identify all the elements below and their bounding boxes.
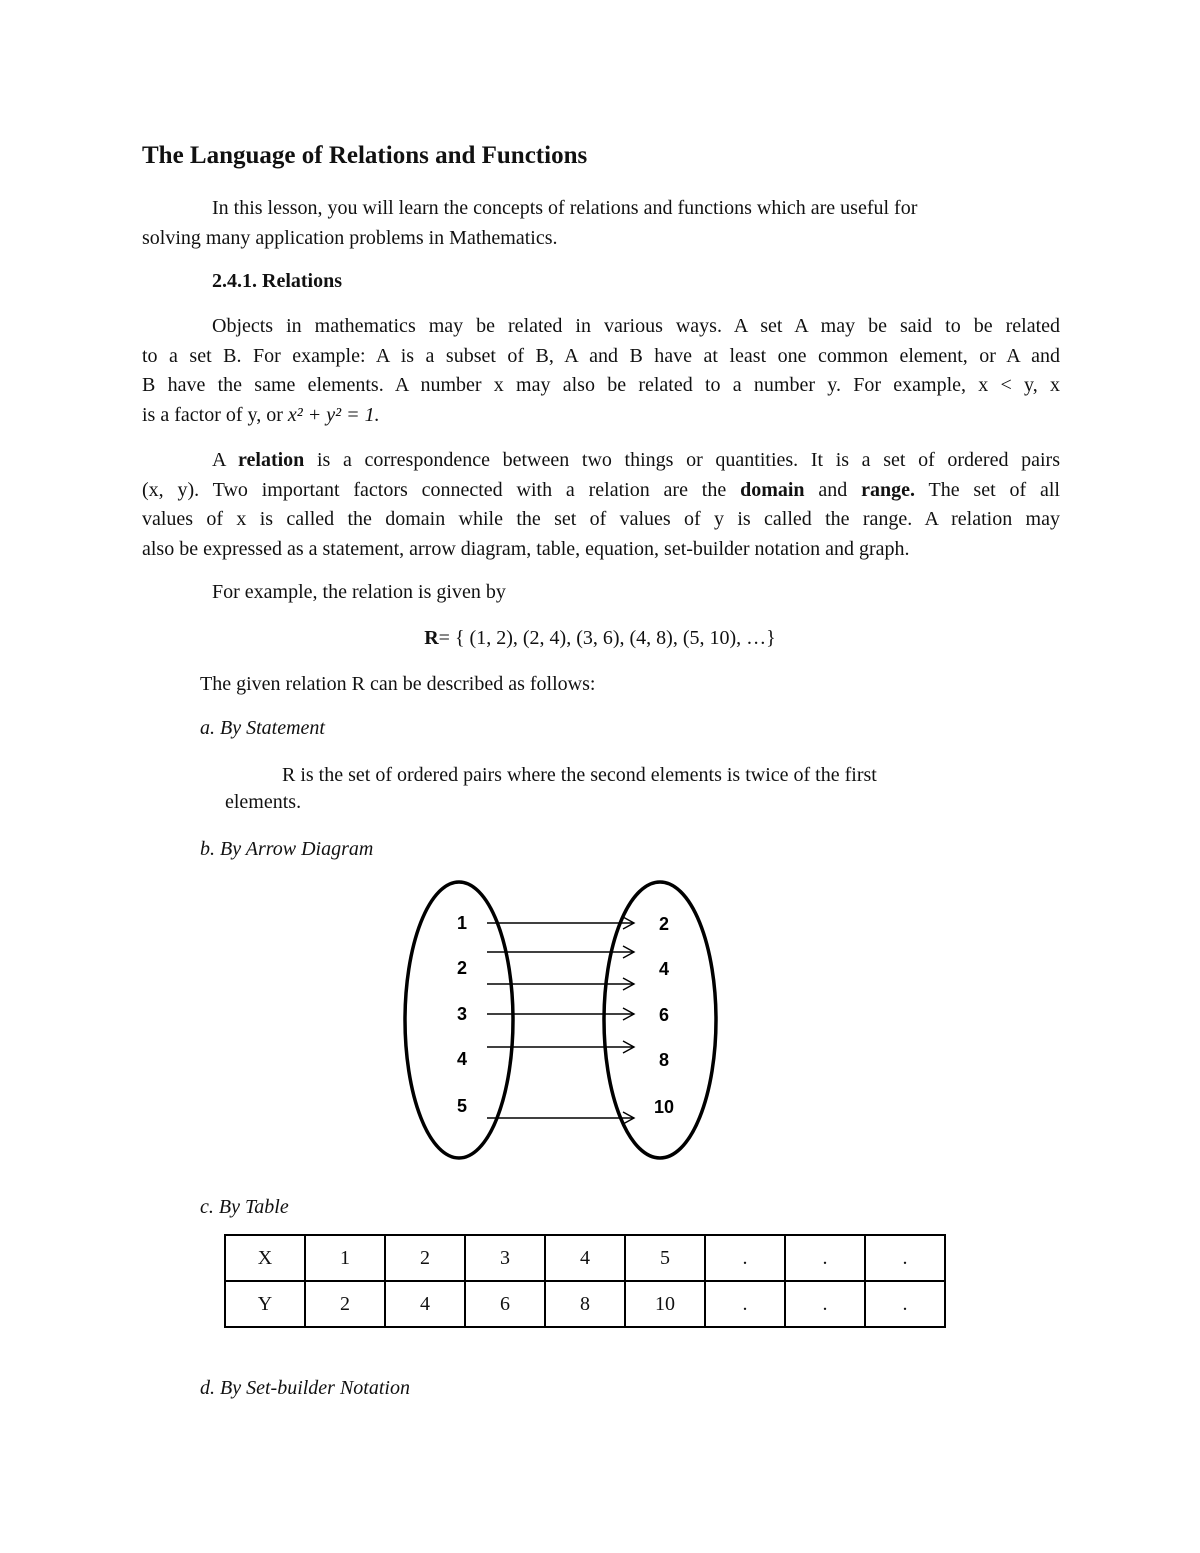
domain-value: 4 bbox=[456, 1049, 468, 1069]
relations-paragraph bbox=[142, 312, 1060, 430]
table-cell: . bbox=[785, 1235, 865, 1281]
intro-paragraph bbox=[142, 194, 1060, 253]
statement-line-2: elements. bbox=[225, 791, 302, 813]
relation-table bbox=[224, 1234, 946, 1328]
para1-line-2: to a set B. For example: A is a subset of B, A and B have at least one common element, or A and bbox=[142, 344, 1060, 367]
para2-line-2-c: and bbox=[804, 478, 862, 501]
arrow-diagram bbox=[390, 872, 735, 1167]
intro-line-1: In this lesson, you will learn the concepts of relations and functions which are useful for bbox=[212, 197, 918, 219]
para2-line-2 bbox=[142, 476, 1060, 506]
range-value: 10 bbox=[653, 1097, 675, 1117]
range-value: 4 bbox=[658, 959, 670, 979]
section-heading: 2.4.1. Relations bbox=[212, 270, 342, 292]
table-cell: . bbox=[865, 1235, 945, 1281]
term-relation: relation bbox=[238, 449, 305, 471]
table-cell: 5 bbox=[625, 1235, 705, 1281]
range-value: 6 bbox=[658, 1005, 670, 1025]
term-domain: domain bbox=[740, 478, 805, 501]
term-range: range. bbox=[861, 478, 916, 501]
table-cell: 2 bbox=[385, 1235, 465, 1281]
table-cell: . bbox=[865, 1281, 945, 1327]
table-cell: 10 bbox=[625, 1281, 705, 1327]
para1-line-3: B have the same elements. A number x may also be related to a number y. For example, x < y, x bbox=[142, 374, 1060, 396]
table-cell: . bbox=[705, 1281, 785, 1327]
table-cell: . bbox=[785, 1281, 865, 1327]
relation-set-line bbox=[0, 624, 1200, 654]
table-cell: 1 bbox=[305, 1235, 385, 1281]
table-cell: 3 bbox=[465, 1235, 545, 1281]
domain-value: 1 bbox=[456, 913, 468, 933]
domain-value: 3 bbox=[456, 1004, 468, 1024]
relation-label: R bbox=[424, 627, 439, 649]
para2-line-2-a: (x, y). Two important factors connected with a relation are the bbox=[142, 478, 741, 501]
described-as: The given relation R can be described as follows: bbox=[200, 673, 596, 695]
table-label: c. By Table bbox=[200, 1196, 289, 1218]
statement-line-1: R is the set of ordered pairs where the second elements is twice of the first bbox=[282, 764, 877, 786]
definition-paragraph bbox=[142, 446, 1060, 564]
domain-value: 5 bbox=[456, 1096, 468, 1116]
domain-value: 2 bbox=[456, 958, 468, 978]
para1-line-1: Objects in mathematics may be related in various ways. A set A may be said to be related bbox=[212, 315, 1060, 337]
table-cell: 8 bbox=[545, 1281, 625, 1327]
table-row-x bbox=[225, 1235, 945, 1281]
relation-set: = { (1, 2), (2, 4), (3, 6), (4, 8), (5, 10), …} bbox=[438, 627, 776, 649]
table-header-cell: Y bbox=[225, 1281, 305, 1327]
table-cell: 6 bbox=[465, 1281, 545, 1327]
example-intro: For example, the relation is given by bbox=[212, 581, 506, 603]
arrow-diagram-label: b. By Arrow Diagram bbox=[200, 838, 374, 860]
table-header-cell: X bbox=[225, 1235, 305, 1281]
intro-line-2: solving many application problems in Mathematics. bbox=[142, 226, 558, 249]
table-row-y bbox=[225, 1281, 945, 1327]
table-cell: 2 bbox=[305, 1281, 385, 1327]
para2-line-3: values of x is called the domain while the set of values of y is called the range. A relation may bbox=[142, 508, 1060, 530]
range-value: 2 bbox=[658, 914, 670, 934]
range-value: 8 bbox=[658, 1050, 670, 1070]
para2-line-2-e: The set of all bbox=[915, 478, 1060, 501]
setbuilder-label: d. By Set-builder Notation bbox=[200, 1377, 410, 1399]
table-cell: 4 bbox=[385, 1281, 465, 1327]
para1-line-4-text: is a factor of y, or bbox=[142, 403, 288, 426]
para2-line-1-a: A bbox=[212, 449, 238, 471]
para2-line-1-c: is a correspondence between two things or quantities. It is a set of ordered pairs bbox=[304, 449, 1060, 471]
para1-line-4 bbox=[142, 401, 1060, 431]
page-title: The Language of Relations and Functions bbox=[142, 142, 588, 169]
table-cell: . bbox=[705, 1235, 785, 1281]
para2-line-1 bbox=[142, 446, 1060, 476]
table-cell: 4 bbox=[545, 1235, 625, 1281]
statement-label: a. By Statement bbox=[200, 717, 325, 739]
para2-line-4: also be expressed as a statement, arrow diagram, table, equation, set-builder notation and graph. bbox=[142, 537, 910, 560]
math-equation: x² + y² = 1. bbox=[287, 403, 380, 426]
